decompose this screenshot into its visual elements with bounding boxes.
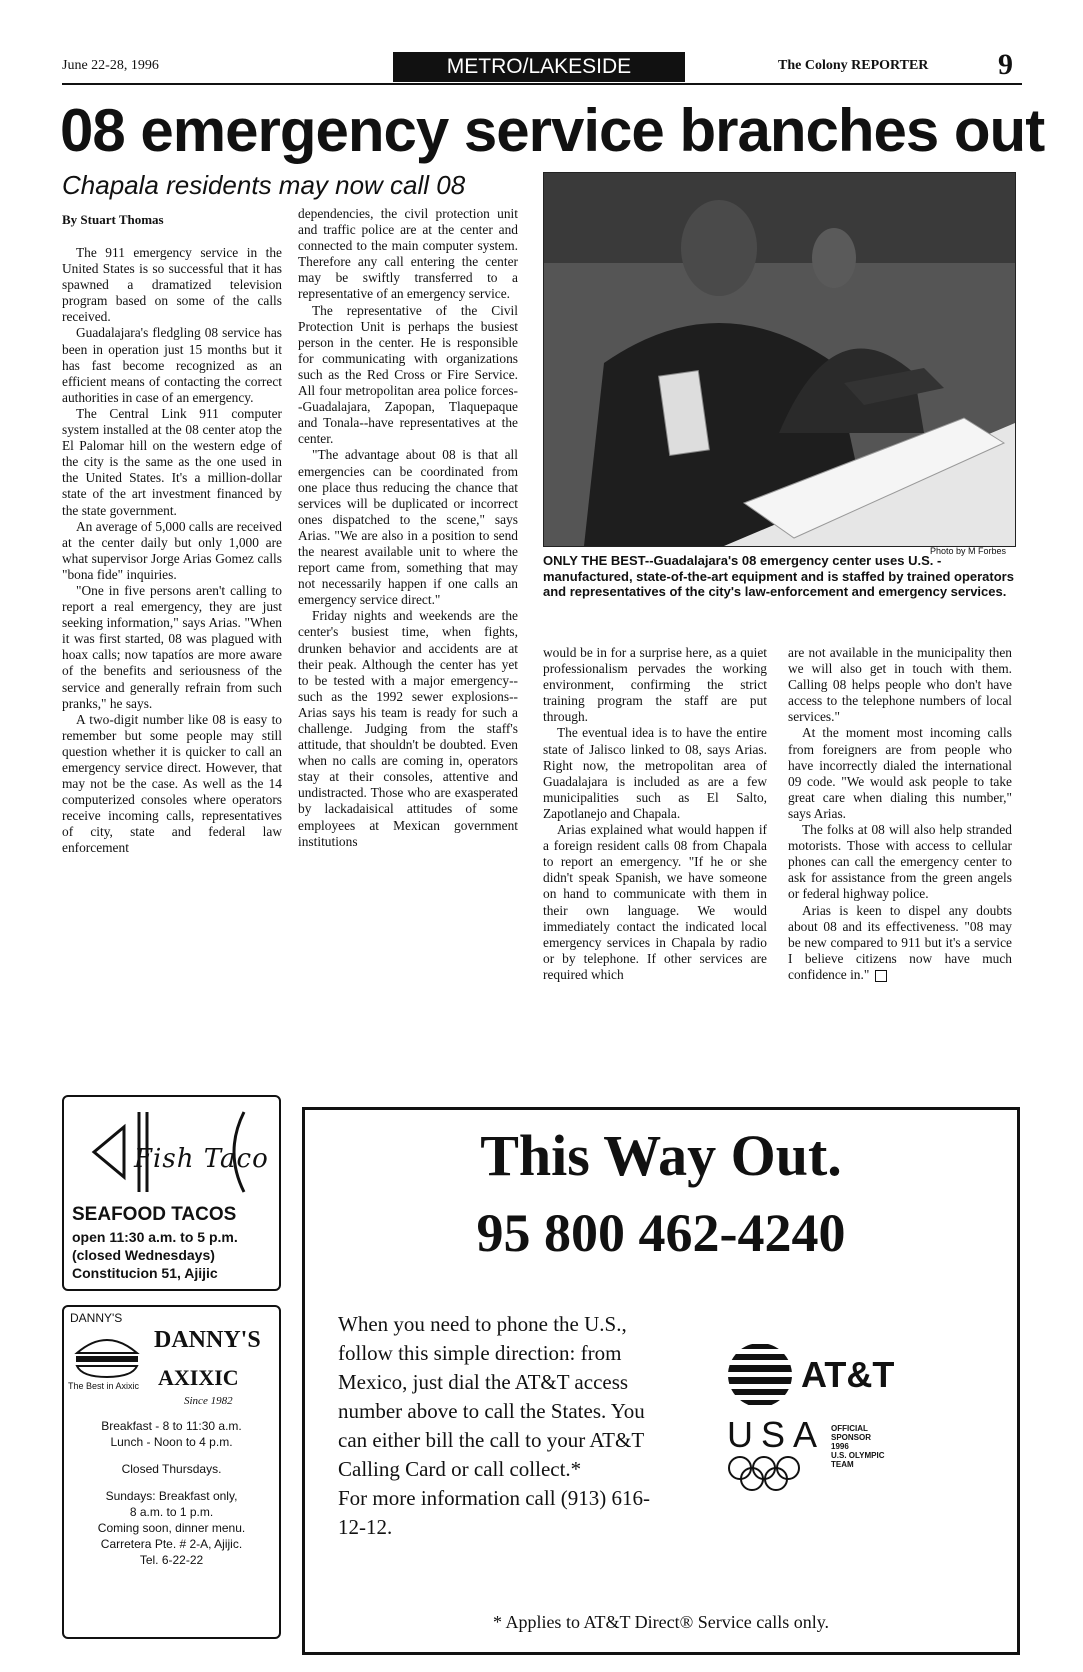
att-ad	[302, 1107, 1020, 1655]
page-number: 9	[998, 48, 1013, 81]
paragraph: An average of 5,000 calls are received at the center daily but only 1,000 are what supervisor Jorge Arias Gomez calls "bona fide" inquiries.	[62, 518, 282, 582]
fish-taco-logo-text: Fish Taco	[134, 1144, 269, 1174]
dannys-since: Since 1982	[184, 1395, 233, 1407]
paragraph-text: Arias is keen to dispel any doubts about 08 and its effectiveness. "08 may be new compared to 911 but it's a service I believe citizens now have much confidence in."	[788, 902, 1012, 982]
paragraph: dependencies, the civil protection unit and traffic police are at the center and connected to the main computer system. Therefore any call entering the center may be swiftly transferred to a representative of an emergency service.	[298, 206, 518, 302]
att-logo-text: AT&T	[801, 1354, 895, 1395]
att-logo	[725, 1340, 985, 1490]
dannys-sundays-hours: 8 a.m. to 1 p.m.	[129, 1505, 214, 1519]
paragraph: The folks at 08 will also help stranded motorists. Those with access to cellular phones can call the emergency center to ask for assistance from the green angels or federal highway police.	[788, 822, 1012, 902]
paragraph: would be in for a surprise here, as a quiet professionalism pervades the working environment, confirming the strict training program the staff are put through.	[543, 645, 767, 725]
section-banner: METRO/LAKESIDE	[393, 52, 685, 82]
news-photo	[543, 172, 1016, 547]
sponsor-line: U.S. OLYMPIC	[831, 1451, 885, 1460]
operators-photo-illustration	[544, 173, 1015, 546]
photo-credit: Photo by M Forbes	[930, 546, 1007, 556]
fish-tagline: SEAFOOD TACOS	[72, 1204, 237, 1225]
att-title: This Way Out.	[480, 1123, 842, 1188]
dannys-coming: Coming soon, dinner menu.	[97, 1521, 246, 1535]
paragraph	[788, 903, 1012, 983]
article-subhead: Chapala residents may now call 08	[62, 170, 466, 200]
att-globe-icon	[725, 1340, 795, 1410]
article-column-2	[298, 206, 518, 850]
fish-hours: open 11:30 a.m. to 5 p.m.	[72, 1229, 238, 1245]
dannys-tel: Tel. 6-22-22	[139, 1553, 204, 1567]
sponsor-line: TEAM	[831, 1460, 854, 1469]
article-byline: By Stuart Thomas	[62, 212, 164, 227]
dannys-sundays: Sundays: Breakfast only,	[105, 1489, 238, 1503]
issue-date: June 22-28, 1996	[62, 58, 159, 73]
paragraph: The representative of the Civil Protection Unit is perhaps the busiest person in the center. He is responsible for communicating with organizations such as the Red Cross or Fire Service. All four metropolitan area police forces--Guadalajara, Zapopan, Tlaquepaque and Tonala--have representatives at the center.	[298, 302, 518, 447]
end-mark-icon	[875, 970, 887, 982]
dannys-closed: Closed Thursdays.	[121, 1462, 222, 1476]
paragraph: Guadalajara's fledgling 08 service has been in operation just 15 months but it has fast become recognized as an efficient means of contacting the correct authorities in case of an emergency.	[62, 325, 282, 405]
att-usa-text: USA	[727, 1414, 826, 1455]
paragraph: The 911 emergency service in the United States is so successful that it has spawned a dramatized television program based on some of the calls received.	[62, 245, 282, 325]
dannys-breakfast: Breakfast - 8 to 11:30 a.m.	[101, 1419, 242, 1433]
att-body-text: For more information call (913) 616-12-12.	[338, 1486, 651, 1539]
att-sponsor-block	[831, 1424, 885, 1469]
paragraph: "The advantage about 08 is that all emergencies can be coordinated from one place thus reducing the chance that services will be duplicated or incorrect ones dispatched to the scene," says Arias. "We are also in a position to send the nearest available unit to where the report came from, something that may not necessarily happen if one calls an emergency service direct."	[298, 447, 518, 608]
photo-caption: ONLY THE BEST--Guadalajara's 08 emergency center uses U.S. -manufactured, state-of-the-art equipment and is staffed by trained operators and representatives of the city's law-enforcement and emergency services.	[543, 553, 1014, 599]
paper-name: The Colony REPORTER	[778, 58, 929, 73]
paragraph: The eventual idea is to have the entire state of Jalisco linked to 08, says Arias. Right now, the metropolitan area of Guadalajara is included as are a few municipalities such as El Salto, Zapotlanejo and Chapala.	[543, 725, 767, 821]
olympic-rings-icon	[725, 1454, 825, 1492]
att-body-text: When you need to phone the U.S., follow this simple direction: from Mexico, just dial the AT&T access number above to call the States. You can either bill the call to your AT&T Calling Card or call collect.*	[338, 1312, 645, 1481]
sponsor-line: SPONSOR	[831, 1433, 872, 1442]
att-body	[338, 1310, 668, 1542]
att-access-number: 95 800 462-4240	[476, 1203, 846, 1263]
article-column-1	[62, 245, 282, 857]
header-rule	[62, 83, 1022, 85]
paragraph: "One in five persons aren't calling to report a real emergency, they are just seeking information," says Arias. "When it was first started, 08 was plagued with hoax calls; now tapatíos are more aware of the benefits and seriousness of the service and generally refrain from such pranks," he says.	[62, 582, 282, 711]
dannys-slogan: The Best in Axixic	[68, 1381, 140, 1391]
paragraph: Friday nights and weekends are the center's busiest time, when fights, drunken behavior and accidents are at their peak. Although the center has yet to be tested with a major emergency--such as the 1992 sewer explosions--Arias says his team is ready for such a challenge. Judging from the staff's attitude, that shouldn't be doubted. Even when no calls are coming in, operators stay at their consoles, attentive and undistracted. Those who are exasperated by lackadaisical attitudes of some employees at Mexican government institutions	[298, 608, 518, 849]
paragraph: The Central Link 911 computer system installed at the 08 center atop the El Palomar hill on the western edge of the city is the same as the one used in the United States. It's a million-dollar state of the art investment financed by the state government.	[62, 405, 282, 518]
paragraph: At the moment most incoming calls from foreigners are from people who have incorrectly dialed the international 09 code. "We would ask people to take great care when dialing this number," says Arias.	[788, 725, 1012, 821]
hamburger-icon	[72, 1331, 142, 1379]
dannys-sign: DANNY'S	[70, 1311, 123, 1325]
paragraph: A two-digit number like 08 is easy to remember but some people may still question whether it is quicker to call an emergency service direct. However, that may not be the case. As well as the 14 computerized consoles where operators receive incoming calls, representatives of city, state and federal law enforcement	[62, 711, 282, 856]
paragraph: Arias explained what would happen if a foreign resident calls 08 from Chapala to report an emergency. "If he or she didn't speak Spanish, we have someone on hand to communicate with them in their own language. We would immediately contact the indicated local emergency services in Chapala by radio or by telephone. If other services are required which	[543, 822, 767, 982]
article-headline: 08 emergency service branches out	[60, 97, 1045, 164]
dannys-location: AXIXIC	[158, 1365, 239, 1390]
dannys-lunch: Lunch - Noon to 4 p.m.	[110, 1435, 233, 1449]
fish-address: Constitucion 51, Ajijic	[72, 1265, 218, 1281]
sponsor-line: OFFICIAL	[831, 1424, 868, 1433]
paragraph: are not available in the municipality then we will also get in touch with them. Calling 08 helps people who don't have access to the telephone numbers of local services."	[788, 645, 1012, 725]
sponsor-line: 1996	[831, 1442, 849, 1451]
article-column-3	[543, 645, 767, 983]
att-footnote: * Applies to AT&T Direct® Service calls only.	[492, 1612, 830, 1632]
fish-closed: (closed Wednesdays)	[72, 1247, 215, 1263]
dannys-address: Carretera Pte. # 2-A, Ajijic.	[100, 1537, 243, 1551]
dannys-name: DANNY'S	[154, 1327, 261, 1353]
article-column-4	[788, 645, 1012, 983]
fish-taco-ad	[62, 1095, 281, 1291]
dannys-ad	[62, 1305, 281, 1639]
